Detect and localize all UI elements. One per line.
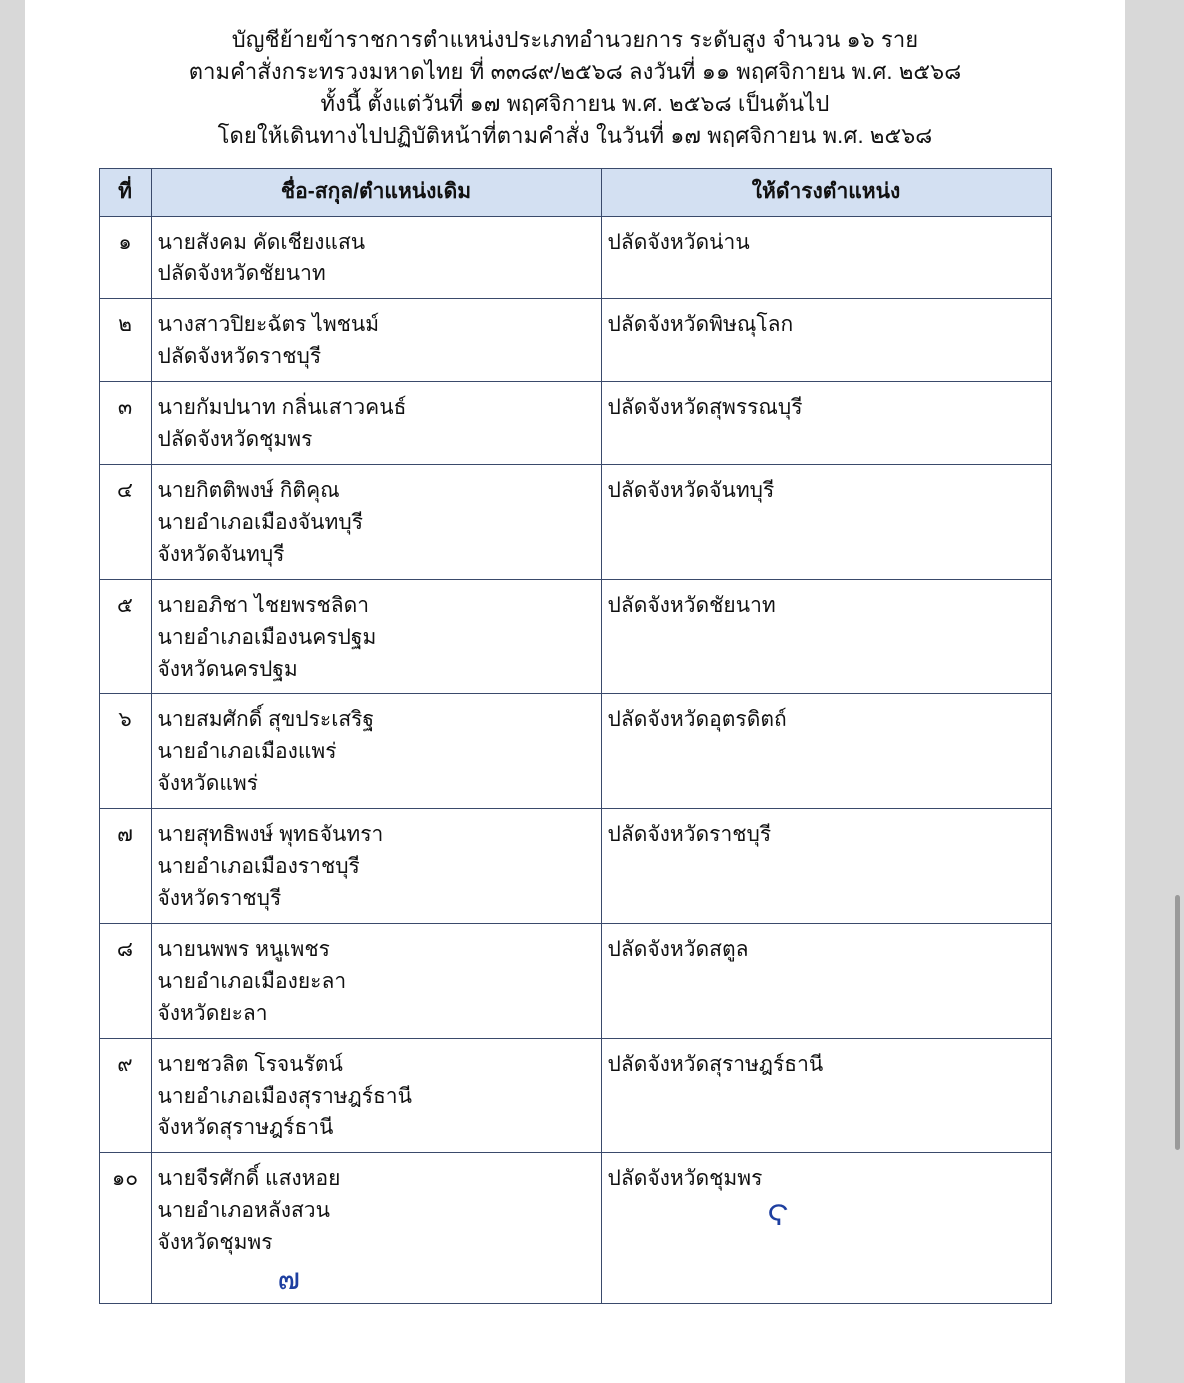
table-row: [99, 1153, 1051, 1304]
row-number: ๖: [99, 694, 151, 809]
old-position: นายอำเภอเมืองยะลา: [157, 969, 347, 993]
new-position: ปลัดจังหวัดสุราษฎร์ธานี: [607, 1052, 824, 1076]
row-new-position: [601, 579, 1051, 694]
table-row: [99, 382, 1051, 465]
row-old-position: [151, 923, 601, 1038]
document-header: [25, 0, 1125, 152]
old-name: นางสาวปิยะฉัตร ไพชนม์: [157, 313, 380, 337]
old-name: นายชวลิต โรจนรัตน์: [157, 1052, 343, 1076]
signature-mark-left: ๗: [277, 1263, 301, 1297]
old-name: นายจีรศักดิ์ แสงหอย: [157, 1167, 341, 1191]
table-header-row: [99, 168, 1051, 216]
row-new-position: [601, 216, 1051, 299]
table-row: [99, 216, 1051, 299]
old-position: นายอำเภอหลังสวน: [157, 1199, 330, 1223]
document-page: [25, 0, 1125, 1383]
old-name: นายกิตติพงษ์ กิติคุณ: [157, 479, 340, 502]
old-position: นายอำเภอเมืองแพร่: [157, 740, 337, 764]
row-old-position: [151, 382, 601, 465]
row-number: ๕: [99, 579, 151, 694]
row-new-position: [601, 299, 1051, 382]
scrollbar-thumb[interactable]: [1175, 895, 1180, 1150]
row-old-position: [151, 809, 601, 924]
old-province: จังหวัดจันทบุรี: [157, 542, 285, 566]
column-header-new-position: ให้ดำรงตำแหน่ง: [601, 168, 1051, 216]
new-position: ปลัดจังหวัดชัยนาท: [607, 593, 776, 617]
column-header-old-position: ชื่อ-สกุล/ตำแหน่งเดิม: [151, 168, 601, 216]
new-position: ปลัดจังหวัดน่าน: [607, 230, 750, 254]
new-position: ปลัดจังหวัดอุตรดิตถ์: [607, 708, 787, 732]
old-name: นายอภิชา ไชยพรชลิดา: [157, 593, 370, 617]
row-old-position: [151, 1038, 601, 1153]
header-line-4: โดยให้เดินทางไปปฏิบัติหน้าที่ตามคำสั่ง ในวันที่ ๑๗ พฤศจิกายน พ.ศ. ๒๕๖๘: [217, 122, 933, 148]
row-new-position: [601, 1038, 1051, 1153]
new-position: ปลัดจังหวัดสตูล: [607, 937, 749, 961]
old-province: จังหวัดแพร่: [157, 772, 258, 796]
row-number: ๓: [99, 382, 151, 465]
row-number: ๘: [99, 923, 151, 1038]
row-number: ๔: [99, 465, 151, 580]
table-row: [99, 809, 1051, 924]
old-province: จังหวัดสุราษฎร์ธานี: [157, 1116, 334, 1140]
row-new-position: [601, 694, 1051, 809]
row-old-position: [151, 1153, 601, 1304]
row-new-position: [601, 923, 1051, 1038]
new-position: ปลัดจังหวัดพิษณุโลก: [607, 313, 794, 337]
row-number: ๗: [99, 809, 151, 924]
header-line-3: ทั้งนี้ ตั้งแต่วันที่ ๑๗ พฤศจิกายน พ.ศ. ๒๕๖๘ เป็นต้นไป: [320, 90, 830, 116]
vertical-scrollbar[interactable]: [1170, 0, 1184, 1383]
row-number: ๒: [99, 299, 151, 382]
transfer-list-table: [99, 168, 1052, 1304]
row-new-position: [601, 809, 1051, 924]
row-old-position: [151, 579, 601, 694]
old-position: ปลัดจังหวัดชัยนาท: [157, 262, 326, 286]
old-province: จังหวัดนครปฐม: [157, 657, 298, 681]
old-position: นายอำเภอเมืองราชบุรี: [157, 855, 360, 879]
row-new-position: [601, 465, 1051, 580]
table-row: [99, 465, 1051, 580]
old-name: นายนพพร หนูเพชร: [157, 937, 330, 961]
column-header-no: ที่: [99, 168, 151, 216]
row-number: ๑๐: [99, 1153, 151, 1304]
row-new-position: [601, 1153, 1051, 1304]
old-province: จังหวัดชุมพร: [157, 1231, 273, 1255]
table-row: [99, 1038, 1051, 1153]
row-old-position: [151, 465, 601, 580]
old-position: ปลัดจังหวัดชุมพร: [157, 428, 313, 452]
new-position: ปลัดจังหวัดชุมพร: [607, 1167, 763, 1191]
table-row: [99, 923, 1051, 1038]
old-position: นายอำเภอเมืองสุราษฎร์ธานี: [157, 1084, 412, 1108]
row-number: ๑: [99, 216, 151, 299]
row-old-position: [151, 299, 601, 382]
old-name: นายสมศักดิ์ สุขประเสริฐ: [157, 708, 375, 732]
row-number: ๙: [99, 1038, 151, 1153]
new-position: ปลัดจังหวัดจันทบุรี: [607, 479, 775, 502]
old-province: จังหวัดราชบุรี: [157, 886, 282, 910]
row-new-position: [601, 382, 1051, 465]
old-name: นายสังคม คัดเชียงแสน: [157, 230, 366, 254]
table-row: [99, 299, 1051, 382]
row-old-position: [151, 694, 601, 809]
table-row: [99, 579, 1051, 694]
header-line-1: บัญชีย้ายข้าราชการตำแหน่งประเภทอำนวยการ ระดับสูง จำนวน ๑๖ ราย: [231, 27, 919, 52]
new-position: ปลัดจังหวัดสุพรรณบุรี: [607, 396, 803, 420]
old-province: จังหวัดยะลา: [157, 1001, 268, 1025]
old-position: นายอำเภอเมืองนครปฐม: [157, 625, 377, 649]
old-name: นายกัมปนาท กลิ่นเสาวคนธ์: [157, 396, 407, 420]
table-row: [99, 694, 1051, 809]
old-position: นายอำเภอเมืองจันทบุรี: [157, 510, 363, 534]
old-position: ปลัดจังหวัดราชบุรี: [157, 345, 322, 369]
row-old-position: [151, 216, 601, 299]
signature-mark-right: Ϛ: [767, 1199, 790, 1233]
old-name: นายสุทธิพงษ์ พุทธจันทรา: [157, 823, 384, 847]
new-position: ปลัดจังหวัดราชบุรี: [607, 823, 772, 847]
header-line-2: ตามคำสั่งกระทรวงมหาดไทย ที่ ๓๓๘๙/๒๕๖๘ ลงวันที่ ๑๑ พฤศจิกายน พ.ศ. ๒๕๖๘: [188, 58, 962, 84]
